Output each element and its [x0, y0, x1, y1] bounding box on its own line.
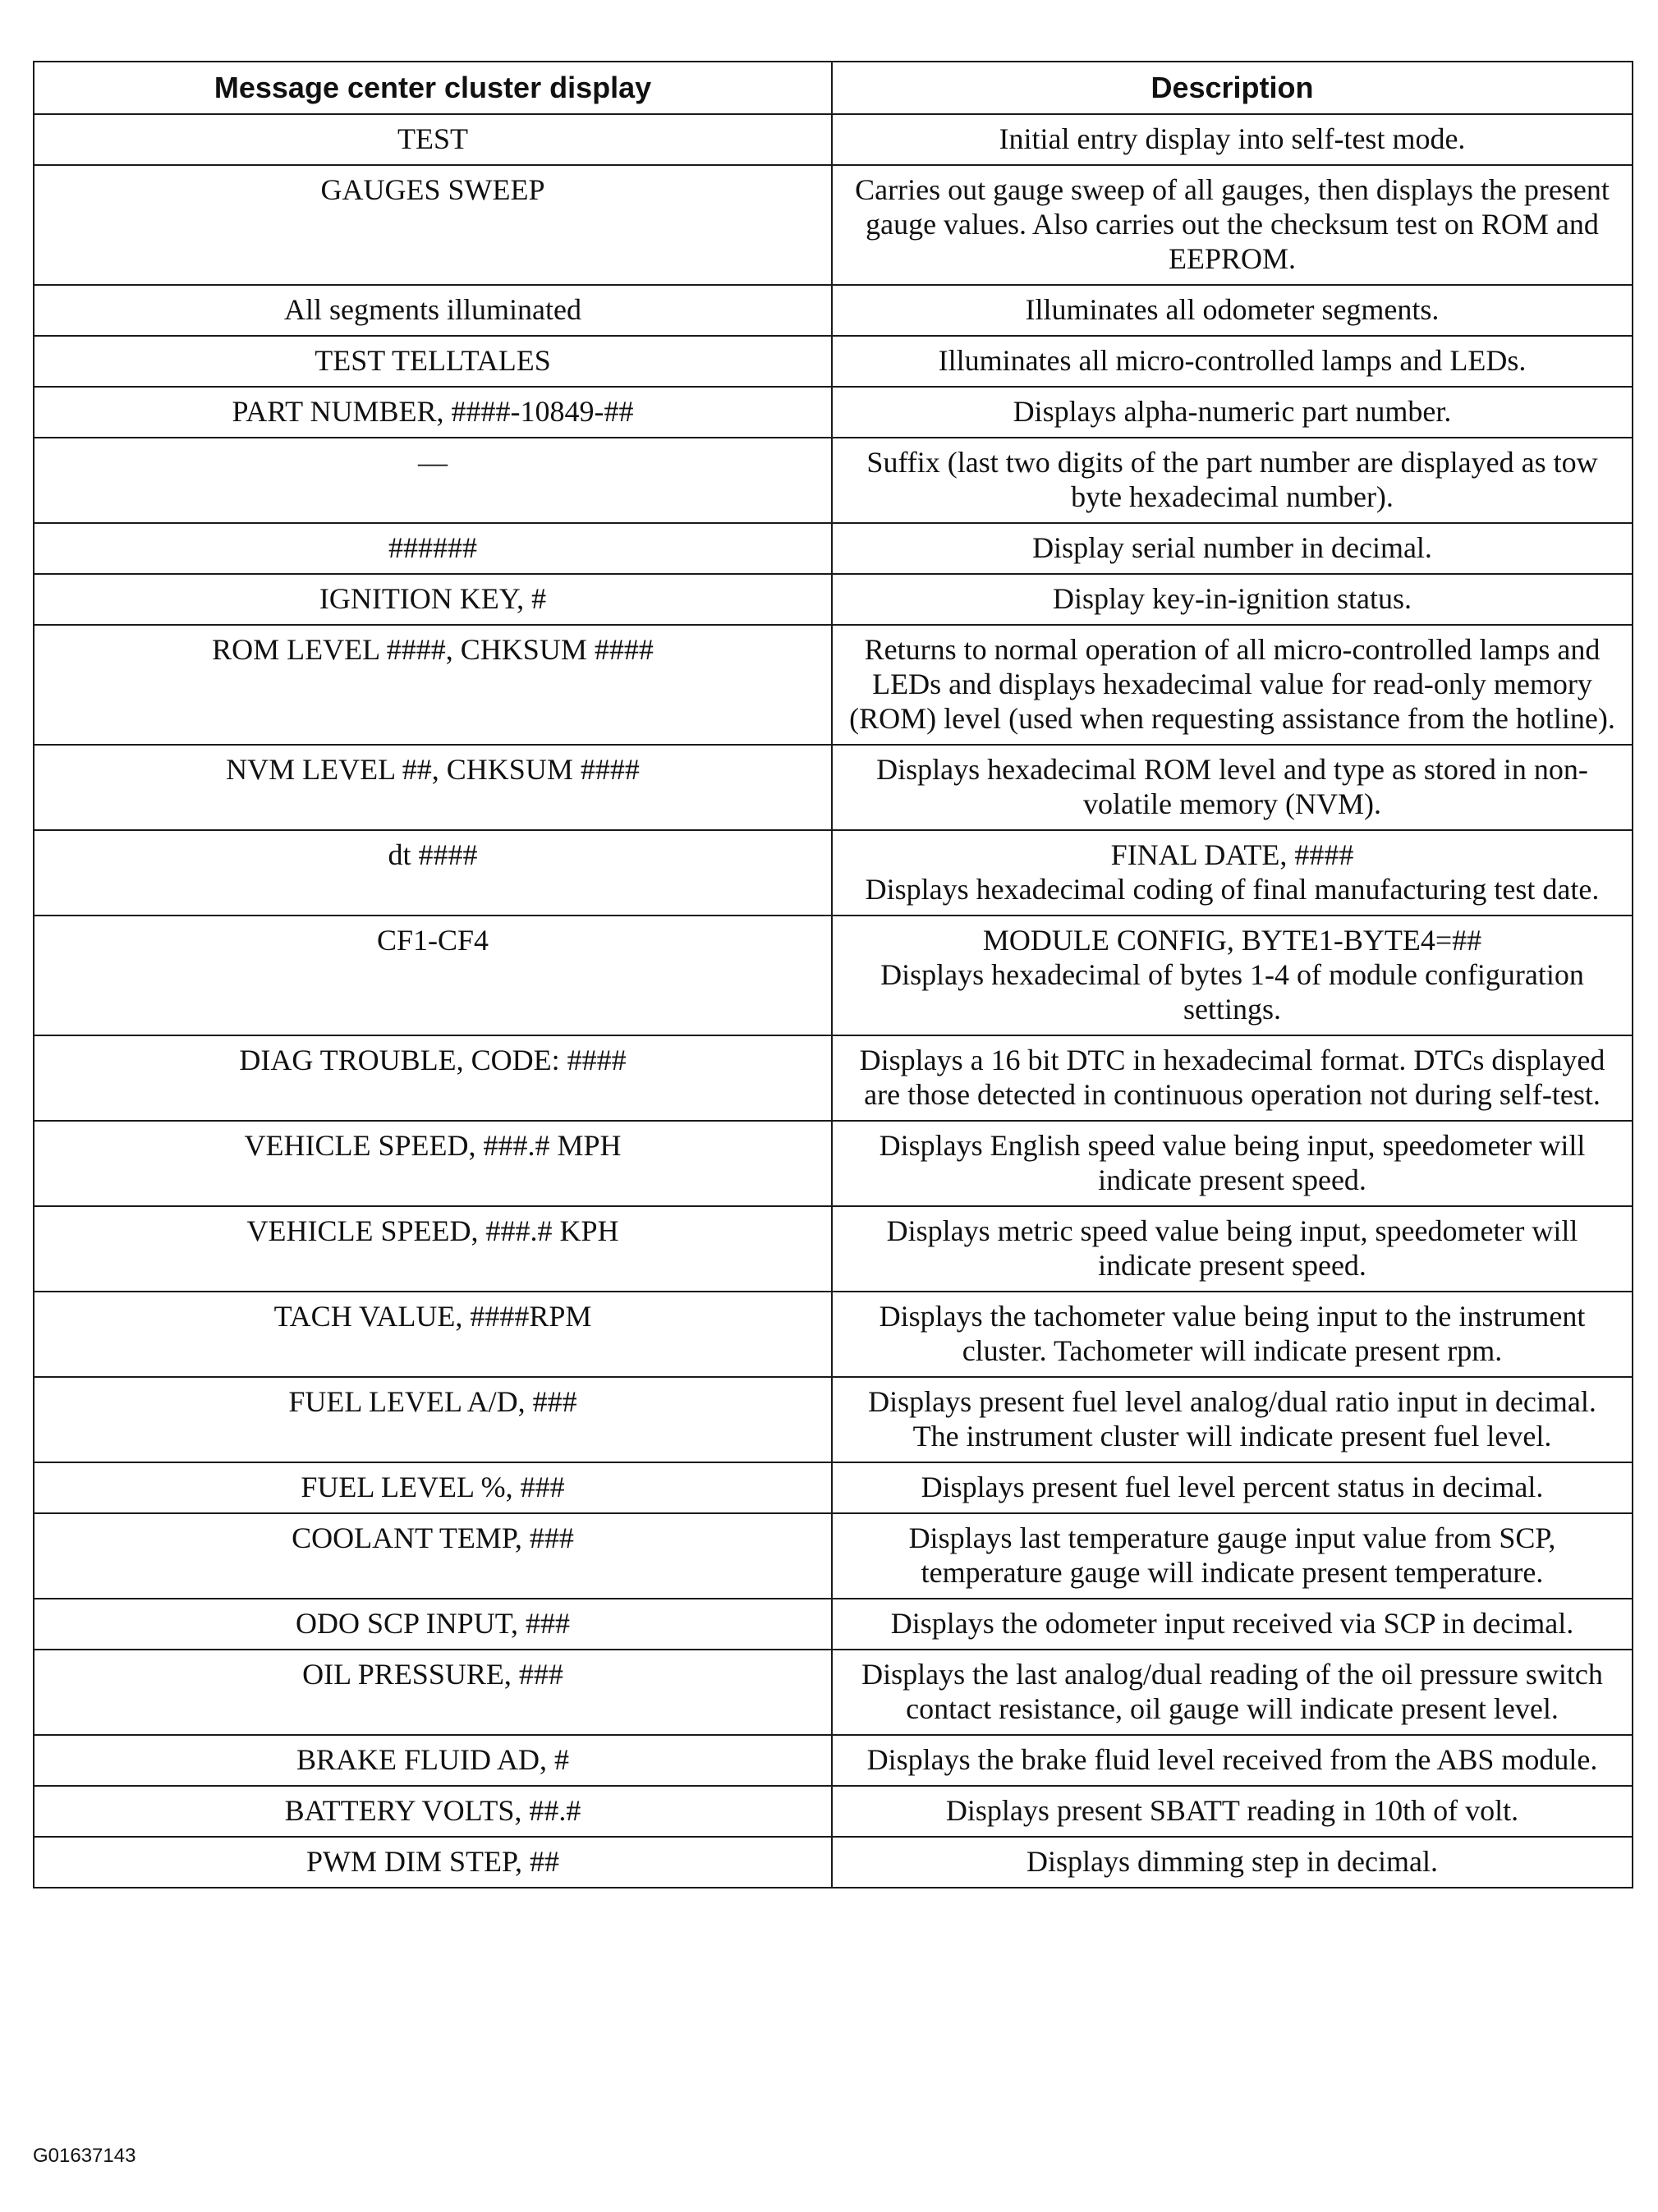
description-text: Displays present fuel level percent status in decimal.: [921, 1471, 1544, 1503]
message-center-table: [33, 61, 1633, 1888]
description-text: Displays hexadecimal coding of final manufacturing test date.: [865, 873, 1600, 906]
display-cell: VEHICLE SPEED, ###.# MPH: [34, 1121, 832, 1206]
description-cell: [832, 1035, 1633, 1121]
table-row: [34, 1377, 1633, 1462]
table-header-row: [34, 62, 1633, 114]
description-text: Display key-in-ignition status.: [1053, 582, 1412, 615]
description-text: Displays hexadecimal ROM level and type as stored in non-volatile memory (NVM).: [876, 753, 1588, 820]
description-cell: [832, 336, 1633, 387]
display-cell: ######: [34, 523, 832, 574]
display-cell: TEST: [34, 114, 832, 165]
description-text: Displays metric speed value being input, speedometer will indicate present speed.: [886, 1214, 1578, 1282]
description-text: Displays the odometer input received via SCP in decimal.: [890, 1607, 1574, 1640]
description-text: Illuminates all micro-controlled lamps and LEDs.: [938, 344, 1527, 377]
table-row: [34, 1786, 1633, 1837]
description-text: Displays English speed value being input, speedometer will indicate present speed.: [879, 1129, 1586, 1196]
table-row: [34, 165, 1633, 285]
table-row: [34, 336, 1633, 387]
description-cell: [832, 1462, 1633, 1513]
description-cell: [832, 1206, 1633, 1292]
display-cell: TEST TELLTALES: [34, 336, 832, 387]
table-row: [34, 523, 1633, 574]
description-text: Displays a 16 bit DTC in hexadecimal format. DTCs displayed are those detected in continuous operation not during self-test.: [859, 1044, 1605, 1111]
description-text: FINAL DATE, ####: [1110, 838, 1354, 871]
description-text: Displays dimming step in decimal.: [1026, 1845, 1438, 1878]
description-cell: [832, 1121, 1633, 1206]
description-cell: [832, 1377, 1633, 1462]
table-row: [34, 1650, 1633, 1735]
table-row: [34, 1121, 1633, 1206]
display-cell: All segments illuminated: [34, 285, 832, 336]
table-row: [34, 1292, 1633, 1377]
description-text: Display serial number in decimal.: [1032, 531, 1432, 564]
description-text: Initial entry display into self-test mode.: [999, 122, 1466, 155]
description-text: Displays the tachometer value being input to the instrument cluster. Tachometer will indicate present rpm.: [879, 1300, 1586, 1367]
description-cell: [832, 285, 1633, 336]
display-cell: —: [34, 438, 832, 523]
display-cell: VEHICLE SPEED, ###.# KPH: [34, 1206, 832, 1292]
column-header-display: Message center cluster display: [34, 62, 832, 114]
table-row: [34, 114, 1633, 165]
description-cell: [832, 114, 1633, 165]
description-cell: [832, 1837, 1633, 1888]
table-row: [34, 916, 1633, 1035]
table-row: [34, 285, 1633, 336]
description-cell: [832, 1513, 1633, 1599]
table-body: [34, 114, 1633, 1888]
display-cell: TACH VALUE, ####RPM: [34, 1292, 832, 1377]
table-row: [34, 574, 1633, 625]
table-row: [34, 387, 1633, 438]
description-text: Returns to normal operation of all micro-controlled lamps and LEDs and displays hexadecimal value for read-only memory (ROM) level (used when requesting assistance from the hotline).: [849, 633, 1615, 735]
description-cell: [832, 387, 1633, 438]
table-row: [34, 1599, 1633, 1650]
table-row: [34, 1035, 1633, 1121]
display-cell: PART NUMBER, ####-10849-##: [34, 387, 832, 438]
display-cell: CF1-CF4: [34, 916, 832, 1035]
table-row: [34, 745, 1633, 830]
display-cell: COOLANT TEMP, ###: [34, 1513, 832, 1599]
description-text: Illuminates all odometer segments.: [1025, 293, 1440, 326]
description-cell: [832, 165, 1633, 285]
display-cell: ROM LEVEL ####, CHKSUM ####: [34, 625, 832, 745]
description-cell: [832, 1292, 1633, 1377]
table-row: [34, 1462, 1633, 1513]
display-cell: BRAKE FLUID AD, #: [34, 1735, 832, 1786]
description-cell: [832, 438, 1633, 523]
display-cell: FUEL LEVEL A/D, ###: [34, 1377, 832, 1462]
description-text: Displays present fuel level analog/dual ratio input in decimal. The instrument cluster will indicate present fuel level.: [868, 1385, 1596, 1452]
description-cell: [832, 745, 1633, 830]
display-cell: IGNITION KEY, #: [34, 574, 832, 625]
display-cell: FUEL LEVEL %, ###: [34, 1462, 832, 1513]
description-text: Displays alpha-numeric part number.: [1013, 395, 1452, 428]
description-cell: [832, 830, 1633, 916]
figure-id: G01637143: [33, 2145, 136, 2167]
description-cell: [832, 1599, 1633, 1650]
table-row: [34, 625, 1633, 745]
table-row: [34, 1206, 1633, 1292]
table-row: [34, 438, 1633, 523]
description-cell: [832, 625, 1633, 745]
table-row: [34, 1837, 1633, 1888]
display-cell: OIL PRESSURE, ###: [34, 1650, 832, 1735]
column-header-description: Description: [832, 62, 1633, 114]
display-cell: BATTERY VOLTS, ##.#: [34, 1786, 832, 1837]
description-text: MODULE CONFIG, BYTE1-BYTE4=##: [982, 924, 1482, 957]
description-text: Displays present SBATT reading in 10th of volt.: [945, 1794, 1519, 1827]
description-cell: [832, 523, 1633, 574]
description-text: Displays the brake fluid level received from the ABS module.: [866, 1743, 1598, 1776]
description-cell: [832, 1735, 1633, 1786]
description-cell: [832, 574, 1633, 625]
display-cell: dt ####: [34, 830, 832, 916]
table-row: [34, 830, 1633, 916]
description-text: Displays last temperature gauge input value from SCP, temperature gauge will indicate present temperature.: [908, 1521, 1556, 1589]
description-text: Displays the last analog/dual reading of the oil pressure switch contact resistance, oil gauge will indicate present level.: [861, 1658, 1603, 1725]
display-cell: GAUGES SWEEP: [34, 165, 832, 285]
description-cell: [832, 1786, 1633, 1837]
display-cell: DIAG TROUBLE, CODE: ####: [34, 1035, 832, 1121]
description-text: Carries out gauge sweep of all gauges, then displays the present gauge values. Also carries out the checksum test on ROM and EEPROM.: [855, 173, 1610, 275]
table-row: [34, 1513, 1633, 1599]
description-cell: [832, 916, 1633, 1035]
display-cell: ODO SCP INPUT, ###: [34, 1599, 832, 1650]
display-cell: NVM LEVEL ##, CHKSUM ####: [34, 745, 832, 830]
table-row: [34, 1735, 1633, 1786]
description-cell: [832, 1650, 1633, 1735]
display-cell: PWM DIM STEP, ##: [34, 1837, 832, 1888]
description-text: Displays hexadecimal of bytes 1-4 of module configuration settings.: [880, 958, 1584, 1026]
description-text: Suffix (last two digits of the part number are displayed as tow byte hexadecimal number).: [866, 446, 1598, 513]
